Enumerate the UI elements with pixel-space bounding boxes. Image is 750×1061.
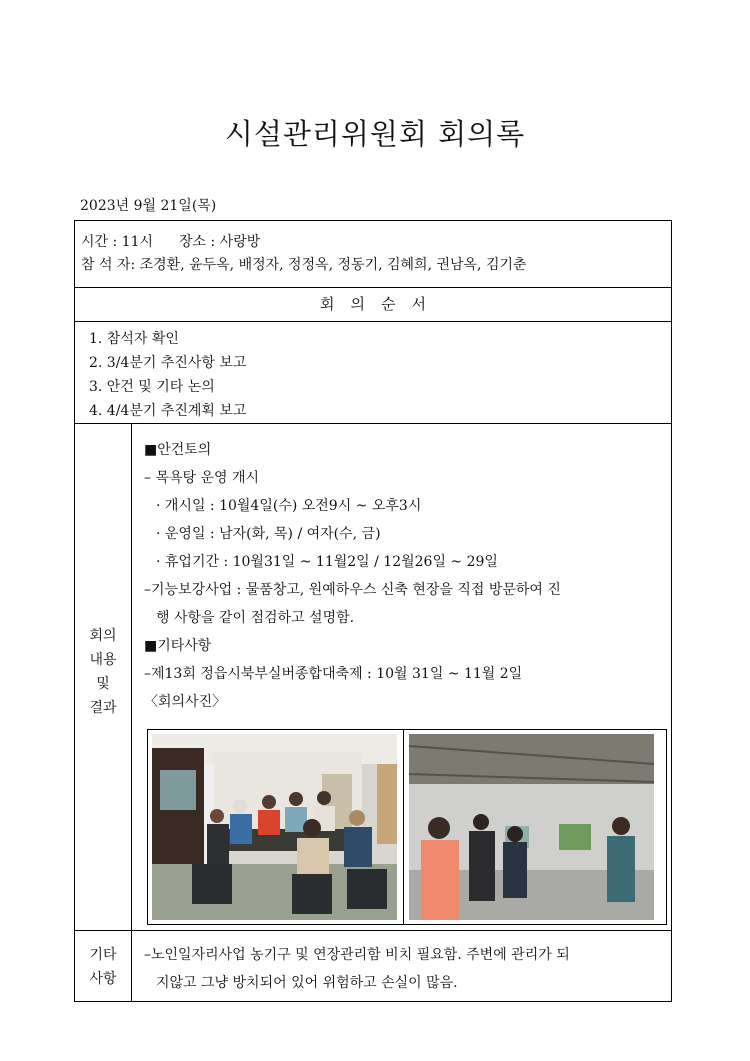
site-visit-image <box>409 734 654 920</box>
agenda-item: 3. 안건 및 기타 논의 <box>89 379 215 395</box>
time-label: 시간 : 11시 <box>81 234 154 250</box>
side-label-line: 기타 <box>89 947 117 963</box>
etc-line: –노인일자리사업 농기구 및 연장관리함 비치 필요함. 주변에 관리가 되 <box>144 947 570 963</box>
side-label-line: 결과 <box>89 700 117 716</box>
meeting-info <box>75 221 671 287</box>
order-header: 회의순서 <box>320 295 442 313</box>
result-line: · 휴업기간 : 10월31일 ~ 11월2일 / 12월26일 ~ 29일 <box>156 554 498 570</box>
etc-side-label <box>75 931 132 1001</box>
document-title: 시설관리위원회 회의록 <box>224 117 526 151</box>
meeting-room-photo <box>152 734 397 920</box>
etc-line: 지않고 그냥 방치되어 있어 위험하고 손실이 많음. <box>156 975 458 991</box>
agenda-item: 4. 4/4분기 추진계획 보고 <box>89 403 247 419</box>
result-line: –제13회 정읍시북부실버종합대축제 : 10월 31일 ~ 11월 2일 <box>144 666 523 682</box>
agenda-list <box>75 322 671 423</box>
side-label-line: 사항 <box>89 971 117 987</box>
meeting-date: 2023년 9월 21일(목) <box>80 198 217 214</box>
meeting-room-image <box>152 734 397 920</box>
side-label-line: 회의 <box>89 628 117 644</box>
greenhouse-site-photo <box>409 734 654 920</box>
minutes-table <box>74 220 672 1002</box>
meeting-photos <box>147 729 667 925</box>
attendees: 참 석 자: 조경환, 윤두옥, 배정자, 정정옥, 정동기, 김혜희, 권남옥, 김기춘 <box>81 257 527 273</box>
place-label: 장소 : 사랑방 <box>179 234 261 250</box>
result-line: 행 사항을 같이 점검하고 설명함. <box>156 610 355 626</box>
result-line: –기능보강사업 : 물품창고, 원예하우스 신축 현장을 직접 방문하여 진 <box>144 582 561 598</box>
agenda-item: 1. 참석자 확인 <box>89 331 179 347</box>
section-heading: ■기타사항 <box>144 638 212 654</box>
result-line: – 목욕탕 운영 개시 <box>144 470 260 486</box>
result-line: · 개시일 : 10월4일(수) 오전9시 ~ 오후3시 <box>156 498 422 514</box>
section-heading: ■안건토의 <box>144 442 212 458</box>
results-side-label <box>75 424 132 930</box>
etc-content <box>132 931 671 1001</box>
side-label-line: 내용 <box>89 652 117 668</box>
result-line: · 운영일 : 남자(화, 목) / 여자(수, 금) <box>156 526 381 542</box>
photo-caption: 〈회의사진〉 <box>144 694 227 710</box>
side-label-line: 및 <box>96 676 110 692</box>
photo-divider <box>403 730 404 924</box>
agenda-item: 2. 3/4분기 추진사항 보고 <box>89 355 247 371</box>
